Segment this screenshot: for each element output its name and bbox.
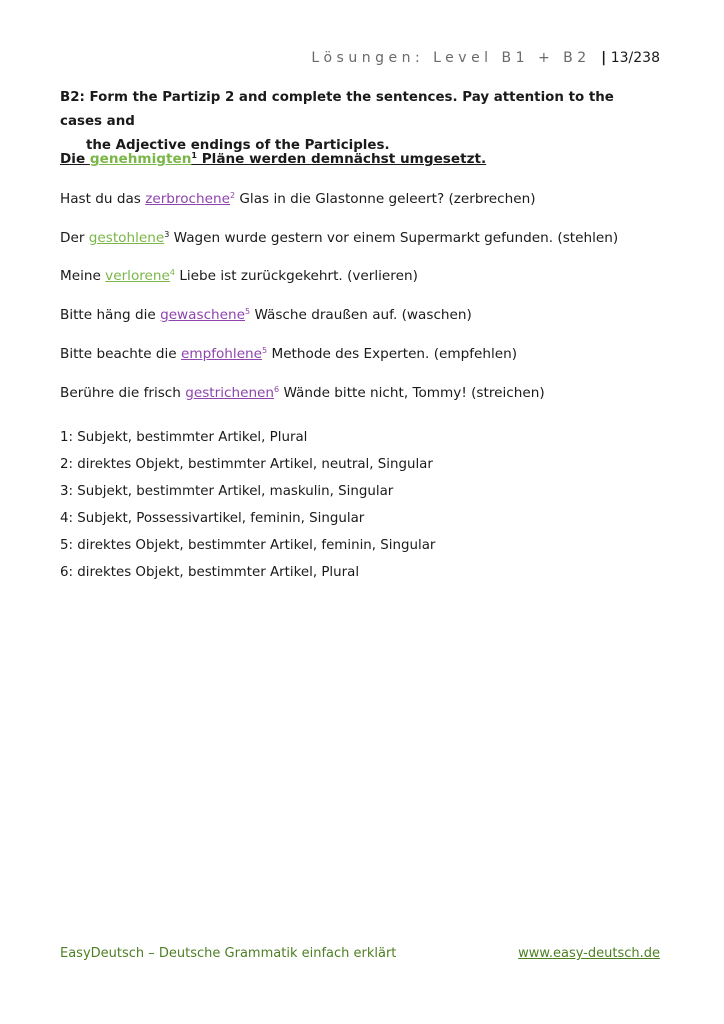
header-separator: | bbox=[601, 50, 607, 66]
sentence-row bbox=[60, 268, 418, 284]
participle-word: gewaschene bbox=[160, 307, 246, 323]
participle-word: gestrichenen bbox=[185, 385, 275, 401]
document-title: Lösungen: Level B1 + B2 bbox=[311, 50, 591, 66]
sentence-prefix: Hast du das bbox=[60, 191, 146, 207]
footer-website-link[interactable]: www.easy-deutsch.de bbox=[518, 946, 660, 961]
sentence-row bbox=[60, 385, 545, 401]
participle-word: zerbrochene bbox=[145, 191, 230, 207]
legend-item: 5: direktes Objekt, bestimmter Artikel, feminin, Singular bbox=[60, 538, 436, 553]
footnote-marker: 5 bbox=[262, 346, 268, 355]
sentence-suffix: Wäsche draußen auf. (waschen) bbox=[250, 307, 472, 323]
sentence-row bbox=[60, 346, 517, 362]
participle-word: genehmigten bbox=[89, 151, 192, 167]
sentence-row bbox=[60, 230, 618, 246]
sentence-row bbox=[60, 191, 536, 207]
task-line-1: B2: Form the Partizip 2 and complete the sentences. Pay attention to the cases and bbox=[60, 90, 614, 129]
sentence-prefix: Berühre die frisch bbox=[60, 385, 186, 401]
sentence-prefix: Bitte häng die bbox=[60, 307, 161, 323]
footnote-legend bbox=[60, 424, 435, 586]
task-instruction bbox=[60, 86, 660, 158]
footnote-marker: 5 bbox=[245, 307, 251, 316]
footnote-marker: 2 bbox=[229, 191, 236, 200]
legend-item: 3: Subjekt, bestimmter Artikel, maskulin, Singular bbox=[60, 484, 394, 499]
sentence-prefix: Bitte beachte die bbox=[60, 346, 181, 362]
participle-word: verlorene bbox=[105, 268, 170, 284]
legend-item: 4: Subjekt, Possessivartikel, feminin, Singular bbox=[60, 511, 365, 526]
page-number: 13 bbox=[610, 50, 629, 66]
sentence-prefix: Der bbox=[60, 230, 89, 246]
sentence-suffix: Glas in die Glastonne geleert? (zerbrechen) bbox=[235, 191, 536, 207]
participle-word: empfohlene bbox=[180, 346, 263, 362]
page-total: /238 bbox=[628, 50, 660, 66]
sentence-prefix: Meine bbox=[60, 268, 106, 284]
sentence-suffix: Methode des Experten. (empfehlen) bbox=[267, 346, 518, 362]
legend-item: 6: direktes Objekt, bestimmter Artikel, Plural bbox=[60, 565, 360, 580]
footnote-marker: 6 bbox=[274, 385, 280, 394]
sentence-suffix: Pläne werden demnächst umgesetzt. bbox=[196, 151, 487, 167]
footnote-marker: 4 bbox=[169, 268, 175, 277]
example-sentence bbox=[60, 151, 486, 167]
participle-word: gestohlene bbox=[88, 230, 165, 246]
footnote-marker: 3 bbox=[164, 230, 170, 239]
sentence-suffix: Wagen wurde gestern vor einem Supermarkt gefunden. (stehlen) bbox=[169, 230, 619, 246]
legend-item: 1: Subjekt, bestimmter Artikel, Plural bbox=[60, 430, 308, 445]
legend-item: 2: direktes Objekt, bestimmter Artikel, neutral, Singular bbox=[60, 457, 433, 472]
task-line-2: the Adjective endings of the Participles. bbox=[86, 138, 390, 153]
footnote-marker: 1 bbox=[191, 151, 197, 160]
sentence-suffix: Liebe ist zurückgekehrt. (verlieren) bbox=[175, 268, 418, 284]
sentence-prefix: Die bbox=[60, 151, 90, 167]
page-header bbox=[311, 50, 660, 66]
sentence-row bbox=[60, 307, 472, 323]
footer-brand: EasyDeutsch – Deutsche Grammatik einfach erklärt bbox=[60, 946, 397, 961]
sentence-suffix: Wände bitte nicht, Tommy! (streichen) bbox=[279, 385, 545, 401]
